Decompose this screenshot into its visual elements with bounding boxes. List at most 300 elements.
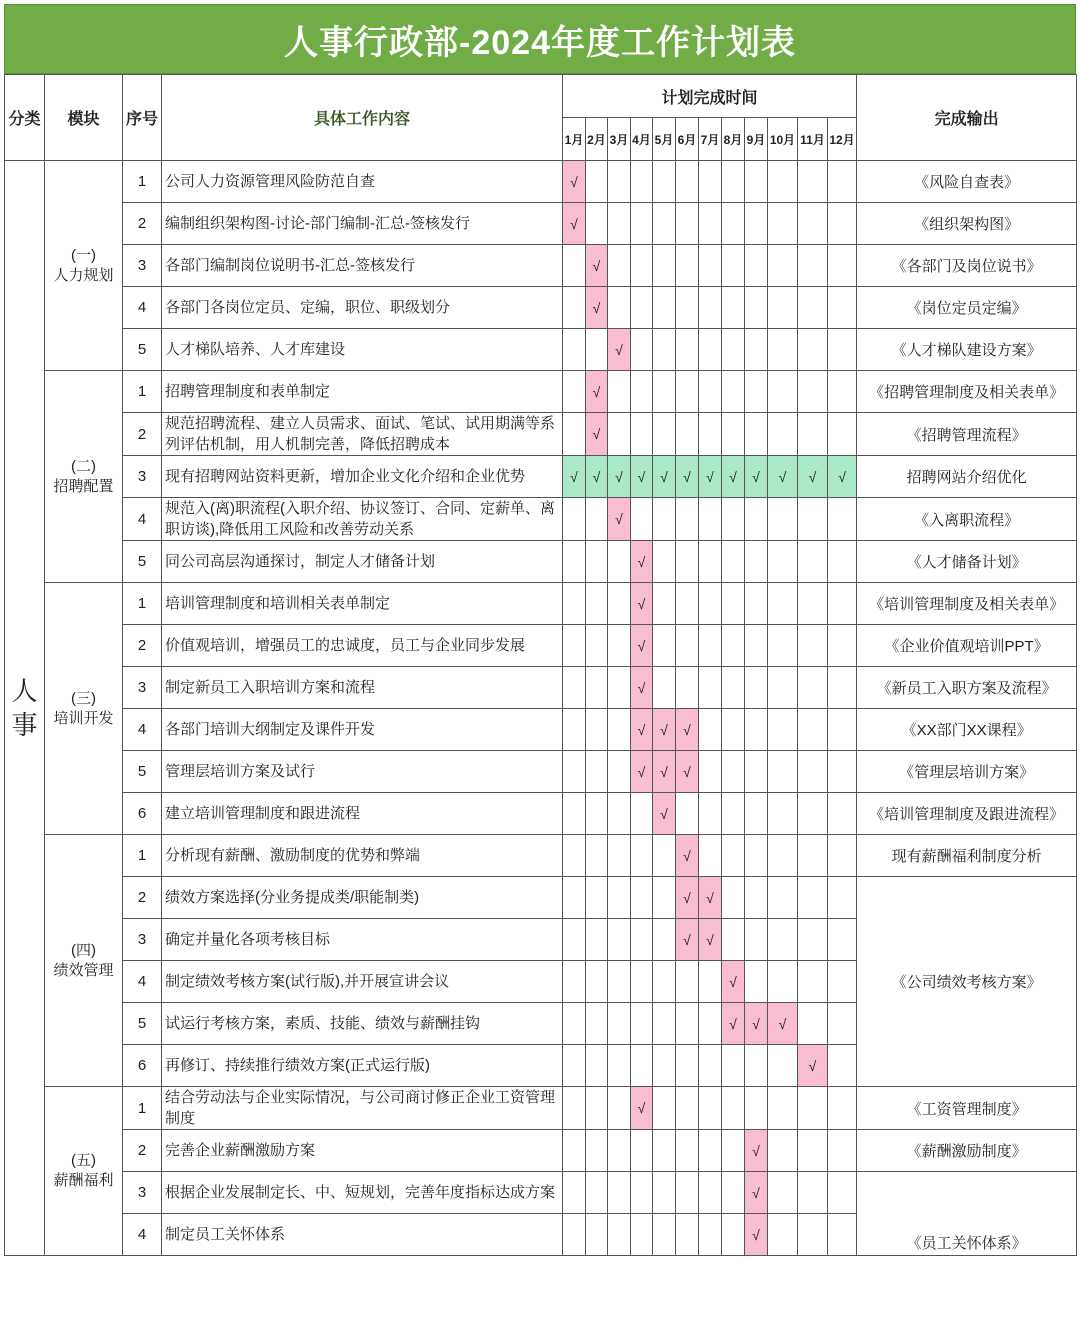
month-cell <box>722 1087 745 1130</box>
month-cell <box>828 625 857 667</box>
month-cell <box>653 1003 676 1045</box>
month-check-cell: √ <box>631 541 653 583</box>
month-cell <box>586 877 608 919</box>
month-cell <box>676 161 699 203</box>
month-cell <box>586 625 608 667</box>
month-cell <box>631 919 653 961</box>
month-check-cell: √ <box>631 667 653 709</box>
month-check-cell: √ <box>722 961 745 1003</box>
month-cell <box>722 1172 745 1214</box>
month-cell <box>631 413 653 456</box>
month-cell <box>608 835 631 877</box>
task-number: 6 <box>123 793 162 835</box>
month-check-cell: √ <box>768 1003 798 1045</box>
month-cell <box>563 793 586 835</box>
output-cell: 《岗位定员定编》 <box>857 287 1077 329</box>
table-row <box>5 287 1077 329</box>
month-cell <box>676 371 699 413</box>
month-check-cell: √ <box>676 877 699 919</box>
month-cell <box>676 667 699 709</box>
month-cell <box>653 371 676 413</box>
output-cell: 《招聘管理流程》 <box>857 413 1077 456</box>
month-cell <box>563 413 586 456</box>
header-month: 12月 <box>828 118 857 161</box>
month-cell <box>722 793 745 835</box>
task-number: 4 <box>123 498 162 541</box>
task-content: 制定员工关怀体系 <box>162 1214 563 1256</box>
month-cell <box>798 709 828 751</box>
output-cell: 《风险自查表》 <box>857 161 1077 203</box>
output-cell: 《入离职流程》 <box>857 498 1077 541</box>
month-cell <box>722 287 745 329</box>
month-cell <box>631 203 653 245</box>
month-cell <box>653 919 676 961</box>
month-cell <box>828 751 857 793</box>
task-content: 同公司高层沟通探讨，制定人才储备计划 <box>162 541 563 583</box>
table-row <box>5 371 1077 413</box>
month-cell <box>722 203 745 245</box>
month-cell <box>828 1214 857 1256</box>
month-cell <box>586 583 608 625</box>
month-cell <box>608 1045 631 1087</box>
month-cell <box>722 835 745 877</box>
task-content: 结合劳动法与企业实际情况，与公司商讨修正企业工资管理制度 <box>162 1087 563 1130</box>
month-cell <box>676 541 699 583</box>
task-number: 4 <box>123 961 162 1003</box>
month-cell <box>653 1087 676 1130</box>
month-cell <box>676 625 699 667</box>
month-cell <box>676 961 699 1003</box>
month-cell <box>828 1087 857 1130</box>
month-cell <box>699 709 722 751</box>
month-cell <box>768 583 798 625</box>
month-cell <box>798 1130 828 1172</box>
month-cell <box>828 161 857 203</box>
month-cell <box>586 203 608 245</box>
month-check-cell: √ <box>631 1087 653 1130</box>
task-number: 5 <box>123 751 162 793</box>
task-number: 1 <box>123 371 162 413</box>
month-check-cell: √ <box>699 456 722 498</box>
task-number: 2 <box>123 203 162 245</box>
month-cell <box>699 625 722 667</box>
table-row <box>5 1130 1077 1172</box>
table-row <box>5 329 1077 371</box>
month-cell <box>768 541 798 583</box>
task-content: 完善企业薪酬激励方案 <box>162 1130 563 1172</box>
task-number: 3 <box>123 919 162 961</box>
month-cell <box>768 1087 798 1130</box>
month-cell <box>699 1172 722 1214</box>
output-cell: 现有薪酬福利制度分析 <box>857 835 1077 877</box>
header-month: 4月 <box>631 118 653 161</box>
task-content: 招聘管理制度和表单制定 <box>162 371 563 413</box>
month-cell <box>608 1172 631 1214</box>
month-cell <box>631 1045 653 1087</box>
month-check-cell: √ <box>699 877 722 919</box>
month-cell <box>608 413 631 456</box>
output-cell: 《员工关怀体系》 <box>857 1172 1077 1256</box>
month-cell <box>653 498 676 541</box>
month-cell <box>745 667 768 709</box>
month-cell <box>768 329 798 371</box>
month-cell <box>676 329 699 371</box>
header-schedule: 计划完成时间 <box>563 75 857 118</box>
header-month: 5月 <box>653 118 676 161</box>
header-content: 具体工作内容 <box>162 75 563 161</box>
month-cell <box>768 625 798 667</box>
month-cell <box>563 541 586 583</box>
month-cell <box>722 919 745 961</box>
month-cell <box>798 203 828 245</box>
month-cell <box>828 709 857 751</box>
month-cell <box>563 329 586 371</box>
month-cell <box>798 961 828 1003</box>
task-content: 各部门培训大纲制定及课件开发 <box>162 709 563 751</box>
page-title: 人事行政部-2024年度工作计划表 <box>284 23 796 62</box>
task-number: 3 <box>123 456 162 498</box>
month-cell <box>653 1130 676 1172</box>
task-content: 试运行考核方案，素质、技能、绩效与薪酬挂钩 <box>162 1003 563 1045</box>
month-check-cell: √ <box>798 1045 828 1087</box>
task-number: 5 <box>123 329 162 371</box>
month-cell <box>631 961 653 1003</box>
month-cell <box>653 1172 676 1214</box>
month-cell <box>608 245 631 287</box>
table-row <box>5 456 1077 498</box>
month-cell <box>631 1172 653 1214</box>
task-content: 分析现有薪酬、激励制度的优势和弊端 <box>162 835 563 877</box>
month-cell <box>745 1045 768 1087</box>
month-cell <box>653 1045 676 1087</box>
task-number: 4 <box>123 287 162 329</box>
month-check-cell: √ <box>563 203 586 245</box>
month-cell <box>563 751 586 793</box>
month-cell <box>608 1214 631 1256</box>
header-month: 11月 <box>798 118 828 161</box>
header-month: 2月 <box>586 118 608 161</box>
month-check-cell: √ <box>676 835 699 877</box>
month-cell <box>828 667 857 709</box>
month-cell <box>798 625 828 667</box>
month-cell <box>563 961 586 1003</box>
task-number: 2 <box>123 625 162 667</box>
module-cell: (二) 招聘配置 <box>45 371 123 583</box>
task-content: 规范入(离)职流程(入职介绍、协议签订、合同、定薪单、离职访谈),降低用工风险和改善劳动关系 <box>162 498 563 541</box>
task-content: 规范招聘流程、建立人员需求、面试、笔试、试用期满等系列评估机制，用人机制完善，降低招聘成本 <box>162 413 563 456</box>
month-cell <box>768 961 798 1003</box>
month-cell <box>676 1130 699 1172</box>
output-cell: 《组织架构图》 <box>857 203 1077 245</box>
month-cell <box>699 1130 722 1172</box>
table-row <box>5 1087 1077 1130</box>
month-cell <box>745 498 768 541</box>
month-cell <box>631 161 653 203</box>
month-cell <box>653 287 676 329</box>
month-check-cell: √ <box>745 1130 768 1172</box>
month-cell <box>745 835 768 877</box>
task-content: 各部门各岗位定员、定编，职位、职级划分 <box>162 287 563 329</box>
header-month: 1月 <box>563 118 586 161</box>
task-content: 绩效方案选择(分业务提成类/职能制类) <box>162 877 563 919</box>
month-cell <box>676 1003 699 1045</box>
header-month: 10月 <box>768 118 798 161</box>
month-cell <box>563 835 586 877</box>
month-check-cell: √ <box>676 709 699 751</box>
module-cell: (一) 人力规划 <box>45 161 123 371</box>
month-cell <box>586 498 608 541</box>
month-cell <box>699 1087 722 1130</box>
table-row <box>5 498 1077 541</box>
month-cell <box>699 203 722 245</box>
month-cell <box>699 667 722 709</box>
month-cell <box>828 583 857 625</box>
table-row <box>5 835 1077 877</box>
month-cell <box>745 919 768 961</box>
month-cell <box>768 203 798 245</box>
task-content: 人才梯队培养、人才库建设 <box>162 329 563 371</box>
month-cell <box>631 877 653 919</box>
task-number: 2 <box>123 877 162 919</box>
task-content: 再修订、持续推行绩效方案(正式运行版) <box>162 1045 563 1087</box>
month-check-cell: √ <box>631 751 653 793</box>
task-number: 1 <box>123 583 162 625</box>
month-cell <box>608 919 631 961</box>
month-cell <box>608 1130 631 1172</box>
month-check-cell: √ <box>563 456 586 498</box>
month-check-cell: √ <box>653 793 676 835</box>
month-cell <box>586 835 608 877</box>
module-cell: (四) 绩效管理 <box>45 835 123 1087</box>
month-check-cell: √ <box>586 413 608 456</box>
month-cell <box>608 371 631 413</box>
month-cell <box>828 203 857 245</box>
month-cell <box>676 793 699 835</box>
table-row <box>5 203 1077 245</box>
month-cell <box>745 329 768 371</box>
month-cell <box>798 1087 828 1130</box>
module-cell: (五) 薪酬福利 <box>45 1087 123 1256</box>
month-cell <box>563 1172 586 1214</box>
month-cell <box>798 793 828 835</box>
title-bar <box>4 4 1076 74</box>
month-cell <box>653 835 676 877</box>
month-cell <box>798 835 828 877</box>
month-cell <box>828 1172 857 1214</box>
month-cell <box>798 751 828 793</box>
month-cell <box>745 1087 768 1130</box>
month-cell <box>828 1045 857 1087</box>
month-cell <box>745 961 768 1003</box>
month-cell <box>722 1214 745 1256</box>
output-cell: 《XX部门XX课程》 <box>857 709 1077 751</box>
task-number: 5 <box>123 541 162 583</box>
month-cell <box>828 541 857 583</box>
month-cell <box>586 1172 608 1214</box>
month-cell <box>699 245 722 287</box>
month-cell <box>563 371 586 413</box>
month-cell <box>768 751 798 793</box>
month-cell <box>699 541 722 583</box>
month-cell <box>828 961 857 1003</box>
month-cell <box>699 1003 722 1045</box>
month-cell <box>653 583 676 625</box>
month-cell <box>699 413 722 456</box>
month-cell <box>676 1172 699 1214</box>
month-cell <box>722 371 745 413</box>
month-check-cell: √ <box>722 1003 745 1045</box>
header-month: 6月 <box>676 118 699 161</box>
month-cell <box>653 245 676 287</box>
month-cell <box>586 1214 608 1256</box>
month-cell <box>699 793 722 835</box>
month-cell <box>722 667 745 709</box>
task-number: 3 <box>123 245 162 287</box>
month-cell <box>699 287 722 329</box>
month-cell <box>608 877 631 919</box>
month-cell <box>768 413 798 456</box>
month-cell <box>676 1087 699 1130</box>
month-cell <box>699 583 722 625</box>
task-content: 公司人力资源管理风险防范自查 <box>162 161 563 203</box>
month-cell <box>676 287 699 329</box>
month-cell <box>828 793 857 835</box>
month-cell <box>745 625 768 667</box>
table-row <box>5 709 1077 751</box>
month-cell <box>798 329 828 371</box>
month-cell <box>828 329 857 371</box>
month-cell <box>586 541 608 583</box>
month-cell <box>722 245 745 287</box>
month-check-cell: √ <box>653 709 676 751</box>
table-row <box>5 413 1077 456</box>
month-cell <box>586 709 608 751</box>
month-cell <box>653 625 676 667</box>
month-cell <box>676 1045 699 1087</box>
month-cell <box>768 877 798 919</box>
month-cell <box>768 498 798 541</box>
month-cell <box>768 161 798 203</box>
month-cell <box>586 667 608 709</box>
month-cell <box>563 877 586 919</box>
task-content: 管理层培训方案及试行 <box>162 751 563 793</box>
month-check-cell: √ <box>608 329 631 371</box>
month-cell <box>828 371 857 413</box>
month-check-cell: √ <box>768 456 798 498</box>
month-cell <box>699 751 722 793</box>
month-cell <box>563 625 586 667</box>
month-cell <box>653 541 676 583</box>
month-check-cell: √ <box>745 1214 768 1256</box>
month-cell <box>608 709 631 751</box>
month-check-cell: √ <box>699 919 722 961</box>
month-cell <box>722 583 745 625</box>
month-cell <box>828 877 857 919</box>
month-cell <box>745 245 768 287</box>
month-cell <box>745 287 768 329</box>
table-row <box>5 1172 1077 1214</box>
month-cell <box>563 709 586 751</box>
output-cell: 《企业价值观培训PPT》 <box>857 625 1077 667</box>
month-cell <box>798 583 828 625</box>
task-number: 6 <box>123 1045 162 1087</box>
month-cell <box>631 371 653 413</box>
month-check-cell: √ <box>745 456 768 498</box>
month-cell <box>653 329 676 371</box>
month-cell <box>828 245 857 287</box>
month-cell <box>631 287 653 329</box>
month-cell <box>563 667 586 709</box>
month-cell <box>586 751 608 793</box>
month-cell <box>722 709 745 751</box>
task-content: 制定绩效考核方案(试行版),并开展宣讲会议 <box>162 961 563 1003</box>
month-check-cell: √ <box>653 751 676 793</box>
month-cell <box>608 667 631 709</box>
month-cell <box>631 329 653 371</box>
month-cell <box>563 1130 586 1172</box>
month-check-cell: √ <box>676 919 699 961</box>
table-row <box>5 751 1077 793</box>
output-cell: 《培训管理制度及相关表单》 <box>857 583 1077 625</box>
month-cell <box>631 498 653 541</box>
month-cell <box>676 203 699 245</box>
month-cell <box>586 161 608 203</box>
task-content: 现有招聘网站资料更新，增加企业文化介绍和企业优势 <box>162 456 563 498</box>
month-cell <box>745 371 768 413</box>
header-month: 8月 <box>722 118 745 161</box>
task-number: 1 <box>123 835 162 877</box>
month-check-cell: √ <box>745 1172 768 1214</box>
month-cell <box>631 835 653 877</box>
month-cell <box>653 667 676 709</box>
month-cell <box>563 583 586 625</box>
table-row <box>5 793 1077 835</box>
table-row <box>5 161 1077 203</box>
month-cell <box>768 1045 798 1087</box>
output-cell: 《新员工入职方案及流程》 <box>857 667 1077 709</box>
month-cell <box>722 1045 745 1087</box>
month-cell <box>722 413 745 456</box>
month-cell <box>653 161 676 203</box>
month-cell <box>676 583 699 625</box>
month-check-cell: √ <box>586 287 608 329</box>
month-cell <box>699 1045 722 1087</box>
month-cell <box>798 245 828 287</box>
month-check-cell: √ <box>676 751 699 793</box>
month-cell <box>745 709 768 751</box>
month-cell <box>745 413 768 456</box>
month-cell <box>768 1214 798 1256</box>
month-cell <box>768 371 798 413</box>
task-number: 3 <box>123 1172 162 1214</box>
month-check-cell: √ <box>586 456 608 498</box>
month-cell <box>798 667 828 709</box>
month-cell <box>722 498 745 541</box>
month-cell <box>563 1003 586 1045</box>
month-check-cell: √ <box>608 456 631 498</box>
month-cell <box>768 245 798 287</box>
month-cell <box>828 835 857 877</box>
table-row <box>5 625 1077 667</box>
month-cell <box>608 583 631 625</box>
task-content: 根据企业发展制定长、中、短规划，完善年度指标达成方案 <box>162 1172 563 1214</box>
month-check-cell: √ <box>745 1003 768 1045</box>
month-cell <box>608 541 631 583</box>
header-month: 9月 <box>745 118 768 161</box>
month-cell <box>768 1130 798 1172</box>
month-cell <box>699 961 722 1003</box>
month-cell <box>768 919 798 961</box>
